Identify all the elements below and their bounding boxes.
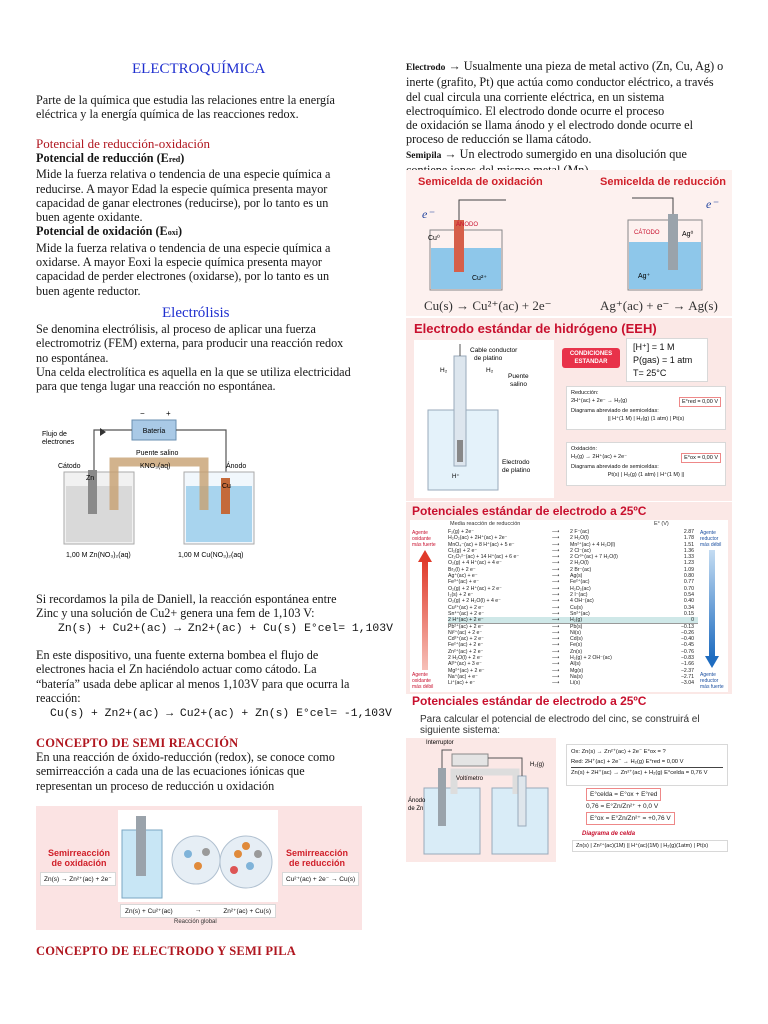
semipila-term: Semipila — [406, 150, 442, 161]
reverse-equation: Cu(s) + Zn2+(ac) → Cu2+(ac) + Zn(s) E°cel= -1,103V — [50, 708, 392, 720]
table-row: Sn⁴⁺(ac) + 2 e⁻ ⟶ Sn²⁺(ac) 0.15 — [448, 610, 694, 617]
cu-solution-label: 1,00 M Cu(NO₃)₂(aq) — [178, 552, 244, 559]
svg-text:H⁺: H⁺ — [452, 474, 460, 480]
table-row: Br₂(l) + 2 e⁻ ⟶ 2 Br⁻(ac) 1.09 — [448, 566, 694, 573]
table-row: Li⁺(ac) + e⁻ ⟶ Li(s) −3.04 — [448, 680, 694, 687]
standard-potentials-title: Potenciales estándar de electrodo a 25ºC — [412, 504, 647, 518]
strong-reductant-label: Agente reductor más fuerte — [700, 672, 724, 690]
svg-text:de Zn: de Zn — [408, 806, 424, 812]
eeh-reduction-box: Reducción: 2H⁺(ac) + 2e⁻ → H₂(g) E°red = 0,00 V Diagrama abreviado de semiceldas: || H⁺(1 M) | H₂(g) (1 atm) | Pt(s) — [566, 386, 726, 430]
cell-diagram: Zn(s) | Zn²⁺(ac)(1M) || H⁺(ac)(1M) | H₂(g)(1atm) | Pt(s) — [572, 840, 728, 852]
svg-text:de platino: de platino — [502, 467, 531, 474]
electrolysis-paragraph: Se denomina electrólisis, al proceso de aplicar una fuerza electromotriz (FEM) externa, para producir una reacción redox no espontánea. Una celda electrolítica es aquella en la que se utiliza electricidad para que tenga lugar una reacción no espontánea. — [36, 322, 351, 394]
potential-heading: Potencial de reducción-oxidación — [36, 136, 210, 151]
table-row: Fe²⁺(ac) + 2 e⁻ ⟶ Fe(s) −0.45 — [448, 642, 694, 649]
half-cell-diagrams — [406, 190, 732, 294]
zinc-intro: Para calcular el potencial de electrodo del cinc, se construirá el siguiente sistema: — [420, 714, 700, 736]
svg-text:Ag⁺: Ag⁺ — [638, 273, 651, 280]
svg-text:Cu²⁺: Cu²⁺ — [472, 275, 487, 282]
table-row: O₂(g) + 4 H⁺(ac) + 4 e⁻ ⟶ 2 H₂O(l) 1.23 — [448, 560, 694, 567]
electrons-label: electrones — [42, 439, 75, 446]
standard-conditions-values: [H⁺] = 1 M P(gas) = 1 atm T= 25°C — [626, 338, 708, 382]
strong-oxidant-label: Agente oxidante más fuerte — [412, 530, 436, 548]
table-row: Pb²⁺(ac) + 2 e⁻ ⟶ Pb(s) −0.13 — [448, 623, 698, 629]
molecular-view-illustration — [118, 810, 278, 902]
reduction-equation: Cu²⁺(ac) + 2e⁻ → Cu(s) — [282, 872, 359, 886]
svg-text:Puente: Puente — [508, 373, 529, 380]
svg-text:Cable conductor: Cable conductor — [470, 347, 518, 354]
cu-label: Cu — [222, 483, 231, 490]
battery-label: Batería — [142, 428, 166, 435]
zinc-potential-panel — [406, 694, 732, 862]
page-title: ELECTROQUÍMICA — [132, 61, 266, 77]
electrode-definition: Electrodo → Usualmente una pieza de metal activo (Zn, Cu, Ag) o inerte (grafito, Pt) que actúa como conductor eléctrico, a través del cual circula una corriente eléctrica, en un sistema electroquímico. El electrodo donde ocurre el proceso de oxidación se llama ánodo y el electrodo donde ocurre el proceso de reducción se llama cátodo. Semipila → Un electrodo sumergido en una disolución que — [406, 59, 724, 161]
zinc-cell-illustration — [406, 738, 556, 862]
zinc-panel-title: Potenciales estándar de electrodo a 25ºC — [412, 694, 647, 708]
svg-text:ÁNODO: ÁNODO — [456, 222, 479, 228]
salt-bridge-label: Puente salino — [136, 450, 179, 457]
eeh-panel — [406, 318, 732, 501]
table-row: Al³⁺(ac) + 3 e⁻ ⟶ Al(s) −1.66 — [448, 661, 694, 668]
table-row: H₂O₂(ac) + 2H⁺(ac) + 2e⁻ ⟶ 2 H₂O(l) 1.78 — [448, 535, 694, 542]
global-reaction-label: Reacción global — [174, 919, 217, 925]
oxidation-semireaction-title: Semirreacción de oxidación — [47, 848, 111, 868]
svg-text:e⁻: e⁻ — [422, 207, 434, 221]
oxidant-strength-arrow — [418, 550, 432, 670]
standard-conditions-badge: CONDICIONES ESTANDAR — [562, 348, 620, 368]
device-paragraph: En este dispositivo, una fuente externa bombea el flujo de electrones hacia el Zn haciéndolo actuar como cátodo. La “batería” usada debe aplicar al menos 1,103V para que ocurra la reacción: — [36, 648, 350, 705]
half-cell-panel — [406, 170, 732, 316]
table-row: Na⁺(ac) + e⁻ ⟶ Na(s) −2.71 — [448, 673, 694, 680]
kno3-label: KNO₃(aq) — [140, 463, 171, 470]
electrode-heading: CONCEPTO DE ELECTRODO Y SEMI PILA — [36, 944, 296, 958]
table-header-e: E° (V) — [654, 521, 669, 527]
zn-solution-label: 1,00 M Zn(NO₃)₂(aq) — [66, 552, 131, 559]
svg-text:−: − — [140, 409, 145, 418]
svg-text:Electrodo: Electrodo — [502, 459, 530, 466]
oxidation-equation: Zn(s) → Zn²⁺(ac) + 2e⁻ — [40, 872, 116, 886]
reductant-strength-arrow — [705, 550, 719, 670]
table-row: F₂(g) + 2e⁻ ⟶ 2 F⁻(ac) 2.87 — [448, 529, 694, 535]
oxidation-half-cell-title: Semicelda de oxidación — [418, 176, 543, 188]
cathode-label: Cátodo — [58, 463, 81, 470]
table-header-reaction: Media reacción de reducción — [450, 521, 521, 527]
weak-reductant-label: Agente reductor más débil — [700, 530, 722, 548]
reduction-semireaction-title: Semirreacción de reducción — [285, 848, 349, 868]
intro-paragraph: Parte de la química que estudia las relaciones entre la energía eléctrica y la energía química de las reacciones redox. — [36, 93, 335, 122]
table-row: Cu²⁺(ac) + 2 e⁻ ⟶ Cu(s) 0.34 — [448, 604, 694, 611]
table-row: Ag⁺(ac) + e⁻ ⟶ Ag(s) 0.80 — [448, 573, 694, 580]
global-reaction-box: Zn(s) + Cu²⁺(ac) → Zn²⁺(ac) + Cu(s) — [120, 904, 276, 918]
svg-text:Interruptor: Interruptor — [426, 740, 454, 746]
reduction-potential-block: Potencial de reducción (Ered) Mide la fuerza relativa o tendencia de una especie química a reducirse. A mayor Edad la especie química presenta mayor capacidad de ganar electrones (reducirse), por lo tanto es un buen agente oxidante. Potencial de oxidación (Eoxi) Mide la fuerza relativa o tendencia de una especie química a oxidarse. A mayor Eoxi la especie química presenta mayor capacidad de perder electrones (oxidarse), por lo tanto es un buen agente reductor. — [36, 151, 376, 298]
reduction-half-cell-title: Semicelda de reducción — [600, 176, 726, 188]
svg-text:+: + — [166, 409, 171, 418]
eeh-title: Electrodo estándar de hidrógeno (EEH) — [414, 321, 657, 336]
hydrogen-electrode-illustration — [414, 340, 554, 498]
svg-text:H₂: H₂ — [440, 367, 448, 374]
svg-text:Voltímetro: Voltímetro — [456, 776, 484, 782]
svg-text:CÁTODO: CÁTODO — [634, 230, 660, 236]
svg-text:de platino: de platino — [474, 355, 503, 362]
table-row: O₂(g) + 2 H⁺(ac) + 2 e⁻ ⟶ H₂O₂(ac) 0.70 — [448, 585, 694, 592]
electrolysis-title: Electrólisis — [162, 305, 230, 321]
svg-text:Ag⁰: Ag⁰ — [682, 231, 694, 238]
svg-text:e⁻: e⁻ — [706, 197, 718, 211]
cell-diagram-title: Diagrama de celda — [582, 831, 636, 837]
semi-reaction-heading: CONCEPTO DE SEMI REACCIÓN — [36, 736, 239, 750]
silver-reduction-equation: Ag⁺(ac) + e⁻ → Ag(s) — [600, 298, 718, 313]
svg-text:salino: salino — [510, 381, 527, 388]
table-row: Cl₂(g) + 2 e⁻ ⟶ 2 Cl⁻(ac) 1.36 — [448, 547, 694, 554]
daniell-equation: Zn(s) + Cu2+(ac) → Zn2+(ac) + Cu(s) E°cel= 1,103V — [58, 623, 393, 635]
eeh-oxidation-box: Oxidación: H₂(g) → 2H⁺(ac) + 2e⁻ E°ox = 0,00 V Diagrama abreviado de semiceldas: Pt(s) | H₂(g) (1 atm) | H⁺(1 M) || — [566, 442, 726, 486]
table-row: Mg²⁺(ac) + 2 e⁻ ⟶ Mg(s) −2.37 — [448, 667, 694, 674]
zinc-formulas: E°celda = E°ox + E°red 0,76 = E°Zn/Zn²⁺ + 0,0 V E°ox = E°Zn/Zn²⁺ = +0,76 V — [586, 788, 675, 825]
table-row: O₂(g) + 2 H₂O(l) + 4 e⁻ ⟶ 4 OH⁻(ac) 0.40 — [448, 598, 694, 605]
svg-text:Ánodo: Ánodo — [408, 798, 426, 804]
standard-potentials-table — [410, 520, 728, 692]
table-row: Zn²⁺(ac) + 2 e⁻ ⟶ Zn(s) −0.76 — [448, 648, 694, 655]
zn-label: Zn — [86, 475, 95, 482]
table-row: MnO₄⁻(ac) + 8 H⁺(ac) + 5 e⁻ ⟶ Mn²⁺(ac) + 4 H₂O(l) 1.51 — [448, 541, 694, 548]
oxidation-potential-label: Potencial de oxidación (Eoxi) — [36, 224, 182, 239]
svg-text:H₂(g): H₂(g) — [530, 762, 544, 768]
svg-text:H₂: H₂ — [486, 367, 494, 374]
copper-oxidation-equation: Cu(s) → Cu²⁺(ac) + 2e⁻ — [424, 298, 552, 313]
table-row: Fe³⁺(ac) + e⁻ ⟶ Fe²⁺(ac) 0.77 — [448, 579, 694, 586]
semi-reaction-paragraph: En una reacción de óxido-reducción (redox), se conoce como semirreacción a cada una de las ecuaciones iónicas que representan un proceso de reducción u oxidación — [36, 750, 335, 793]
semi-reaction-figure — [36, 806, 362, 930]
standard-potentials-panel — [406, 502, 732, 694]
daniell-paragraph: Si recordamos la pila de Daniell, la reacción espontánea entre Zinc y una solución de Cu2+ genera una fem de 1,103 V: — [36, 592, 337, 621]
table-row: I₂(s) + 2 e⁻ ⟶ 2 I⁻(ac) 0.54 — [448, 591, 694, 598]
table-rows — [448, 529, 698, 686]
zinc-equations: Ox: Zn(s) → Zn²⁺(ac) + 2e⁻ E°ox = ? Red: 2H⁺(ac) + 2e⁻ → H₂(g) E°red = 0,00 V Zn(s) + 2H⁺(ac) → Zn²⁺(ac) + H₂(g) E°celda = 0,76 V — [566, 744, 728, 786]
table-row: 2 H⁺(ac) + 2 e⁻ ⟶ H₂(g) 0 — [448, 617, 698, 623]
anode-label: Ánodo — [226, 463, 247, 470]
table-row: Cd²⁺(ac) + 2 e⁻ ⟶ Cd(s) −0.40 — [448, 636, 694, 643]
svg-text:Cu⁰: Cu⁰ — [428, 235, 440, 242]
weak-oxidant-label: Agente oxidante más débil — [412, 672, 434, 690]
table-row: Ni²⁺(ac) + 2 e⁻ ⟶ Ni(s) −0.26 — [448, 629, 694, 636]
reduction-potential-label: Potencial de reducción (Ered) — [36, 151, 185, 165]
electrolytic-cell-figure — [36, 400, 268, 565]
table-row: 2 H₂O(l) + 2 e⁻ ⟶ H₂(g) + 2 OH⁻(ac) −0.83 — [448, 654, 694, 661]
electron-flow-label: Flujo de — [42, 431, 67, 438]
table-row: Cr₂O₇²⁻(ac) + 14 H⁺(ac) + 6 e⁻ ⟶ 2 Cr³⁺(ac) + 7 H₂O(l) 1.33 — [448, 554, 694, 561]
electrodo-term: Electrodo — [406, 63, 446, 73]
